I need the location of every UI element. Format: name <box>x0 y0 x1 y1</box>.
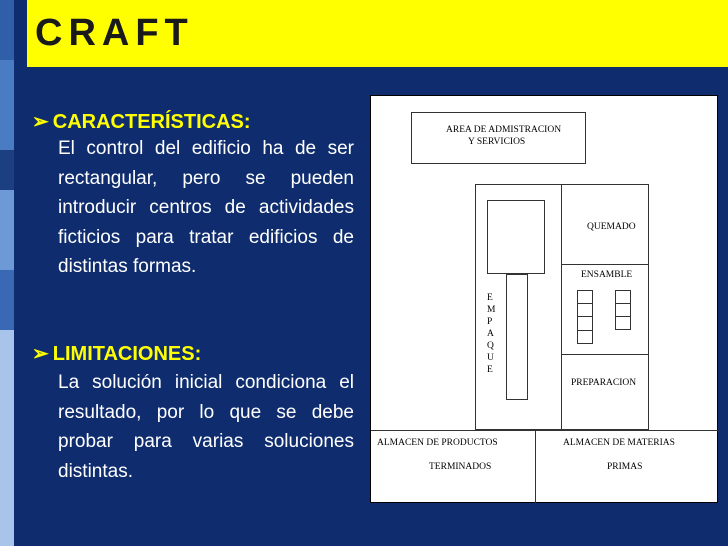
grid-line <box>615 316 631 317</box>
empaque-letter: M <box>487 305 496 315</box>
ensamble-grid-left <box>577 290 593 344</box>
quemado-divider <box>561 264 649 265</box>
plant-layout-diagram <box>370 95 718 503</box>
ensamble-label: ENSAMBLE <box>581 270 633 280</box>
admin-area-box <box>411 112 586 164</box>
almacen-materias-label: ALMACEN DE MATERIAS <box>563 438 675 448</box>
grid-line <box>615 303 631 304</box>
caracteristicas-heading-text: CARACTERÍSTICAS: <box>52 111 251 133</box>
empaque-letters <box>487 292 499 376</box>
admin-label-line2: Y SERVICIOS <box>468 137 526 147</box>
grid-line <box>577 303 593 304</box>
almacen-productos-label: ALMACEN DE PRODUCTOS <box>377 438 498 448</box>
empaque-letter: A <box>487 329 494 339</box>
empaque-letter: E <box>487 293 493 303</box>
grid-line <box>577 316 593 317</box>
grid-line <box>577 330 593 331</box>
admin-label-line1: AREA DE ADMISTRACION <box>446 125 562 135</box>
central-divider <box>561 184 562 430</box>
empaque-letter: P <box>487 317 493 327</box>
ensamble-grid-right <box>615 290 631 330</box>
arrow-bullet-icon: ➢ <box>32 343 49 365</box>
preparacion-label: PREPARACION <box>571 378 637 388</box>
caracteristicas-text: El control del edificio ha de ser rectangular, pero se pueden introducir centros de actividades ficticios para tratar edificios de distintas formas. <box>58 138 354 277</box>
left-decor-bar <box>0 0 14 546</box>
empaque-letter: Q <box>487 341 494 351</box>
empaque-letter: U <box>487 353 494 363</box>
limitaciones-heading <box>32 342 201 366</box>
storage-divider <box>535 430 536 504</box>
empaque-letter: E <box>487 365 493 375</box>
terminados-label: TERMINADOS <box>429 462 492 472</box>
empaque-square <box>487 200 545 274</box>
limitaciones-heading-text: LIMITACIONES: <box>52 343 202 365</box>
page-title: CRAFT <box>35 12 194 54</box>
arrow-bullet-icon: ➢ <box>32 111 49 133</box>
quemado-label: QUEMADO <box>587 222 636 232</box>
limitaciones-text: La solución inicial condiciona el resultado, por lo que se debe probar para varias soluciones distintas. <box>58 372 354 482</box>
caracteristicas-heading <box>32 110 251 134</box>
storage-top-line <box>371 430 719 431</box>
header-bar <box>27 0 728 67</box>
empaque-strip <box>506 274 528 400</box>
primas-label: PRIMAS <box>607 462 643 472</box>
preparacion-divider <box>561 354 649 355</box>
